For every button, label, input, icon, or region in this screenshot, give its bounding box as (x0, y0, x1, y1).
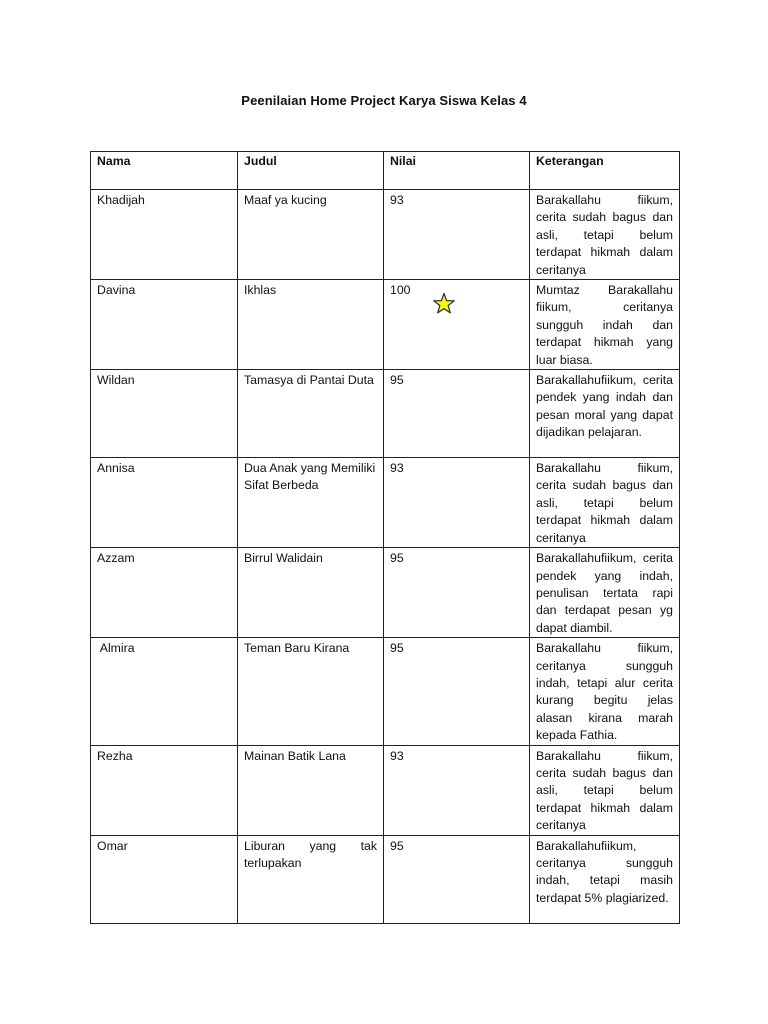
cell-judul: Maaf ya kucing (238, 190, 384, 280)
cell-nama: Davina (91, 280, 238, 370)
cell-nama: Omar (91, 835, 238, 923)
cell-nilai: 95 (384, 548, 530, 638)
table-row (91, 638, 680, 745)
cell-judul: Teman Baru Kirana (238, 638, 384, 745)
table-row (91, 190, 680, 280)
cell-nilai: 95 (384, 638, 530, 745)
cell-nilai: 95 (384, 835, 530, 923)
cell-keterangan: Mumtaz Barakallahu fiikum, ceritanya sungguh indah dan terdapat hikmah yang luar biasa. (530, 280, 680, 370)
cell-judul: Tamasya di Pantai Duta (238, 370, 384, 458)
cell-nilai: 100 (390, 283, 411, 298)
cell-nama: Wildan (91, 370, 238, 458)
header-judul: Judul (238, 152, 384, 190)
cell-judul: Mainan Batik Lana (238, 745, 384, 835)
cell-nama: Rezha (91, 745, 238, 835)
header-keterangan: Keterangan (530, 152, 680, 190)
cell-keterangan: Barakallahufiikum, cerita pendek yang indah, penulisan tertata rapi dan terdapat pesan yg dapat diambil. (530, 548, 680, 638)
cell-nilai: 93 (384, 458, 530, 548)
table-row (91, 458, 680, 548)
header-nama: Nama (91, 152, 238, 190)
cell-keterangan: Barakallahufiikum, ceritanya sungguh indah, tetapi masih terdapat 5% plagiarized. (530, 835, 680, 923)
cell-keterangan: Barakallahu fiikum, cerita sudah bagus dan asli, tetapi belum terdapat hikmah dalam ceritanya (530, 190, 680, 280)
assessment-table (90, 151, 680, 924)
cell-nama: Annisa (91, 458, 238, 548)
table-row (91, 280, 680, 370)
cell-keterangan: Barakallahu fiikum, cerita sudah bagus dan asli, tetapi belum terdapat hikmah dalam ceritanya (530, 745, 680, 835)
cell-keterangan: Barakallahu fiikum, cerita sudah bagus dan asli, tetapi belum terdapat hikmah dalam ceritanya (530, 458, 680, 548)
cell-nilai: 95 (384, 370, 530, 458)
table-row (91, 370, 680, 458)
table-row (91, 745, 680, 835)
table-row (91, 835, 680, 923)
table-header-row (91, 152, 680, 190)
document-title: Peenilaian Home Project Karya Siswa Kelas 4 (241, 93, 527, 108)
star-icon (432, 292, 456, 316)
cell-judul: Dua Anak yang Memiliki Sifat Berbeda (238, 458, 384, 548)
cell-keterangan: Barakallahufiikum, cerita pendek yang indah dan pesan moral yang dapat dijadikan pelajaran. (530, 370, 680, 458)
cell-judul: Ikhlas (238, 280, 384, 370)
cell-judul: Birrul Walidain (238, 548, 384, 638)
header-nilai: Nilai (384, 152, 530, 190)
cell-nilai: 93 (384, 190, 530, 280)
cell-nama: Khadijah (91, 190, 238, 280)
cell-nilai-with-star (384, 280, 530, 370)
cell-nama: Azzam (91, 548, 238, 638)
cell-keterangan: Barakallahu fiikum, ceritanya sungguh indah, tetapi alur cerita kurang begitu jelas alasan kirana marah kepada Fathia. (530, 638, 680, 745)
cell-nilai: 93 (384, 745, 530, 835)
table-row (91, 548, 680, 638)
cell-nama: Almira (91, 638, 238, 745)
cell-judul: Liburan yang tak terlupakan (238, 835, 384, 923)
